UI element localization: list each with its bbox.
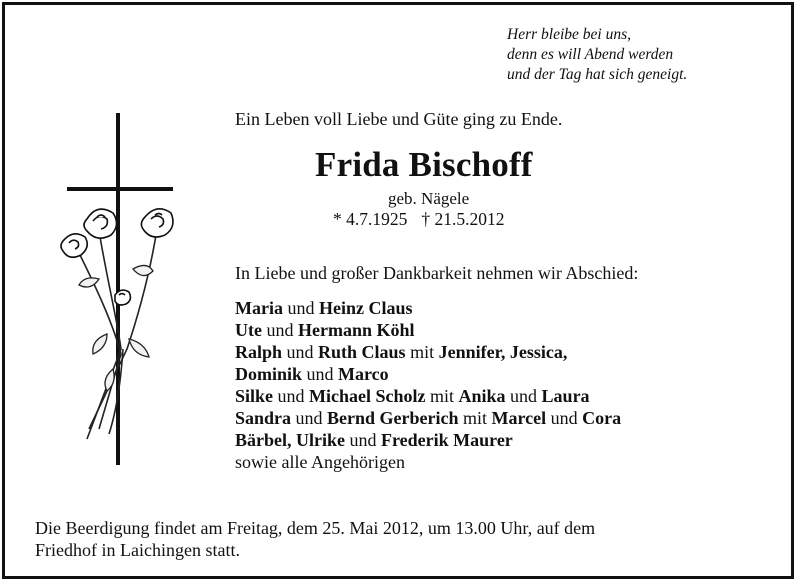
mourner-line <box>235 407 621 429</box>
mourner-name: Cora <box>582 408 622 428</box>
verse-line-3: und der Tag hat sich geneigt. <box>507 66 688 83</box>
funeral-line-1: Die Beerdigung findet am Freitag, dem 25. Mai 2012, um 13.00 Uhr, auf dem <box>35 518 596 538</box>
mourner-name: Jennifer, Jessica, <box>438 342 568 362</box>
mourner-connector: und <box>302 364 339 384</box>
intro-text: Ein Leben voll Liebe und Güte ging zu Ende. <box>235 109 563 129</box>
mourner-name: Heinz Claus <box>318 298 413 318</box>
mourner-connector: und <box>291 408 328 428</box>
mourner-name: Ute <box>235 320 262 340</box>
mourner-connector: und <box>282 298 319 318</box>
mourner-name: Frederik Maurer <box>381 430 513 450</box>
cross-with-roses-icon <box>57 109 187 469</box>
mourner-name: Michael Scholz <box>309 386 426 406</box>
mourner-name: Hermann Köhl <box>297 320 415 340</box>
mourner-name: Bärbel, Ulrike <box>235 430 345 450</box>
mourner-connector: und <box>345 430 381 450</box>
mourner-name: Marco <box>338 364 389 384</box>
funeral-line-2: Friedhof in Laichingen statt. <box>35 540 240 560</box>
mourner-name: Laura <box>541 386 590 406</box>
mourner-connector: und <box>546 408 583 428</box>
deceased-name: Frida Bischoff <box>315 145 533 184</box>
mourner-name: Anika <box>458 386 506 406</box>
life-dates <box>333 209 505 230</box>
mourner-line <box>235 429 621 451</box>
mourner-connector: und <box>261 320 298 340</box>
farewell-text: In Liebe und großer Dankbarkeit nehmen wir Abschied: <box>235 263 639 283</box>
mourner-name: Marcel <box>491 408 547 428</box>
mourner-connector: sowie alle Angehörigen <box>235 452 405 472</box>
cross-horizontal-beam <box>67 187 173 191</box>
mourner-line <box>235 363 621 385</box>
mourner-name: Ralph <box>235 342 283 362</box>
mourner-line <box>235 319 621 341</box>
mourner-line <box>235 451 621 473</box>
obituary-notice <box>2 2 794 579</box>
mourner-line <box>235 297 621 319</box>
birth-date: * 4.7.1925 <box>333 209 408 229</box>
death-date: † 21.5.2012 <box>421 209 505 229</box>
verse-line-2: denn es will Abend werden <box>507 46 674 63</box>
mourner-line <box>235 385 621 407</box>
mourner-connector: mit <box>458 408 492 428</box>
cross-vertical-beam <box>116 113 120 465</box>
bible-verse <box>507 25 687 85</box>
mourner-name: Maria <box>235 298 283 318</box>
mourner-name: Silke <box>235 386 274 406</box>
mourner-name: Ruth Claus <box>318 342 406 362</box>
mourners-list <box>235 297 621 473</box>
mourner-connector: und <box>505 386 542 406</box>
mourner-connector: mit <box>425 386 459 406</box>
mourner-connector: und <box>282 342 319 362</box>
mourner-name: Bernd Gerberich <box>327 408 459 428</box>
maiden-name: geb. Nägele <box>388 189 470 208</box>
mourner-connector: mit <box>405 342 439 362</box>
mourner-name: Sandra <box>235 408 292 428</box>
mourner-line <box>235 341 621 363</box>
funeral-details <box>35 517 595 561</box>
mourner-connector: und <box>273 386 310 406</box>
verse-line-1: Herr bleibe bei uns, <box>507 26 631 43</box>
mourner-name: Dominik <box>235 364 303 384</box>
